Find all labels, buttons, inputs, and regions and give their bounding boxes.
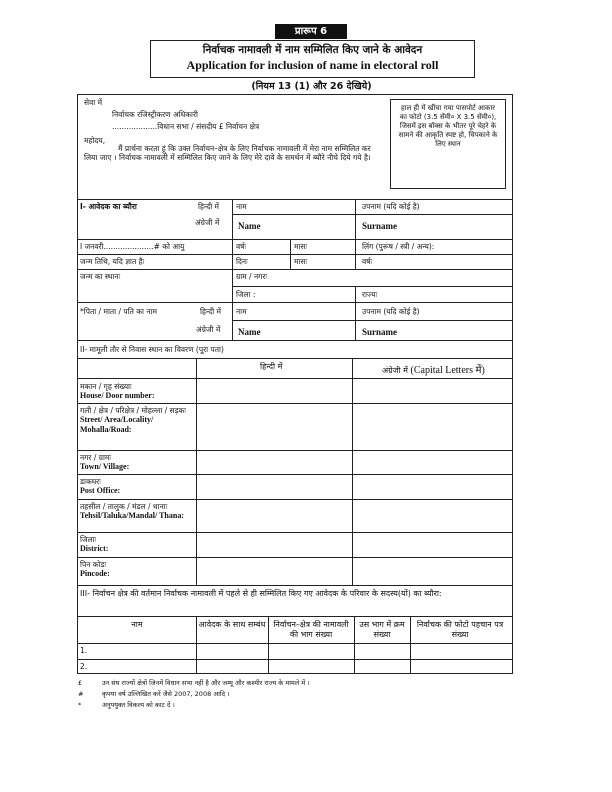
name-en-label: Name xyxy=(238,221,261,231)
col-english-en: (Capital Letters में) xyxy=(410,365,485,376)
dob-month-label: मासः xyxy=(294,257,308,266)
address-constituency: ...................विधान सभा / संसदीय £ निर्वाचन क्षेत्र xyxy=(112,122,260,131)
section2-col-hindi: हिन्दी में xyxy=(260,362,283,371)
relative-label: *पिता / माता / पति का नाम xyxy=(80,307,157,316)
address-to: सेवा में xyxy=(84,98,103,107)
address-row-postoffice: डाकघरः Post Office: xyxy=(80,477,121,495)
section1-english-label: अंग्रेजी में xyxy=(195,218,220,227)
dob-year-label: वर्षः xyxy=(362,257,373,266)
section3-col-serial: उस भाग में क्रम संख्या xyxy=(359,620,405,639)
section3-row-2: 2. xyxy=(80,662,88,671)
district-label: जिला : xyxy=(236,290,256,299)
address-row-street: गली / क्षेत्र / परिक्षेत्र / मोहल्ला / सड़कः Street/ Area/Locality/ Mohalla/Road: xyxy=(80,406,186,434)
relative-upnaam-label: उपनाम (यदि कोई है) xyxy=(362,307,420,316)
section3-col-relation: आवेदक के साथ सम्बंध xyxy=(198,620,266,629)
address-row-town: नगर / ग्रामः Town/ Village: xyxy=(80,453,130,471)
footnote-2: # कृपया वर्ष उल्लिखित करें जैसे 2007, 2008 आदि । xyxy=(78,690,230,698)
section1-upnaam-label: उपनाम (यदि कोई है) xyxy=(362,202,420,211)
section2-heading: II- मामूली तौर से निवास स्थान का विवरण (पूरा पता) xyxy=(80,345,224,354)
address-row-pincode: पिन कोडः Pincode: xyxy=(80,560,110,578)
gender-label: लिंग (पुरूष / स्त्री / अन्य): xyxy=(362,242,435,251)
village-label: ग्राम / नगरः xyxy=(236,272,267,281)
relative-surname-en-label: Surname xyxy=(362,327,398,337)
title-box xyxy=(150,40,475,78)
dob-label: जन्म तिथि, यदि ज्ञात हैः xyxy=(80,257,145,266)
address-row-tehsil: तहसील / तालुक / मंडल / थानाः Tehsil/Taluka/Mandal/ Thana: xyxy=(80,502,184,520)
dob-day-label: दिनः xyxy=(236,257,248,266)
title-hindi: निर्वाचक नामावली में नाम सम्मिलित किए जाने के आवेदन xyxy=(202,44,423,56)
age-years-label: वर्षः xyxy=(236,242,247,251)
address-officer: निर्वाचक रजिस्ट्रीकरण अधिकारी xyxy=(112,110,198,119)
surname-en-label: Surname xyxy=(362,221,398,231)
relative-naam-label: नाम xyxy=(236,307,247,316)
salutation: महोदय, xyxy=(84,136,106,145)
section2-col-english xyxy=(382,362,485,376)
relative-name-en-label: Name xyxy=(238,327,261,337)
title-english: Application for inclusion of name in electoral roll xyxy=(186,58,439,72)
section3-heading: III- निर्वाचन क्षेत्र की वर्तमान निर्वाचक नामावली में पहले से ही सम्मिलित किए गए आवेदक के परिवार के सदस्य(यों) का ब्यौरा: xyxy=(80,589,442,598)
footnote-3: * अनुपयुक्त विकल्प को काट दें । xyxy=(78,701,175,709)
section3-col-epic: निर्वाचक की फोटो पहचान पत्र संख्या xyxy=(416,620,504,639)
address-row-house: मकान / गृह संख्याः House/ Door number: xyxy=(80,382,155,400)
age-label: I जनवरी.....................# को आयु xyxy=(80,242,185,251)
address-row-district: जिलाः District: xyxy=(80,535,109,553)
section3-col-name: नाम xyxy=(131,620,143,629)
rule-reference: (नियम 13 (1) और 26 देखिये) xyxy=(251,81,372,92)
section1-hindi-label: हिन्दी में xyxy=(198,202,220,211)
photo-box[interactable] xyxy=(390,99,506,189)
state-label: राज्यः xyxy=(362,290,378,299)
footnote-1: £ उन संघ राज्यों क्षेत्रों जिनमें विधान सभा नहीं है और जम्मू और कश्मीर राज्य के मामले में । xyxy=(78,679,310,687)
birthplace-label: जन्म का स्थानः xyxy=(80,272,121,281)
relative-hindi-label: हिन्दी में xyxy=(200,307,222,316)
section1-heading: I- आवेदक का ब्यौरा xyxy=(80,202,137,211)
age-months-label: मासः xyxy=(294,242,308,251)
photo-box-text: हाल ही में खींचा गया पासपोर्ट आकार का फोटो (3.5 सेंमी० X 3.5 सेंमी०), जिसमें इस बॉक्स के भीतर पूरे चेहरे के सामने की आकृति स्पष्ट हो, चिपकाने के लिए स्थान xyxy=(398,104,498,149)
col-english-hi: अंग्रेजी में xyxy=(382,366,408,375)
section1-naam-label: नाम xyxy=(236,202,247,211)
section3-row-1: 1. xyxy=(80,646,88,655)
form-badge: प्रारूप 6 xyxy=(275,24,347,39)
request-paragraph: मैं प्रार्थना करता हूं कि उक्त निर्वाचन–क्षेत्र के लिए निर्वाचक नामावली में मेरा नाम सम्मिलित कर लिया जाए । निर्वाचक नामावली में सम्मिलित किए जाने के लिए मेरे दावे के समर्थन में ब्यौरे नीचे दिये गये है। xyxy=(84,144,371,163)
section3-col-part: निर्वाचन–क्षेत्र की नामावली की भाग संख्या xyxy=(273,620,349,639)
relative-english-label: अंग्रेजी में xyxy=(196,325,221,334)
